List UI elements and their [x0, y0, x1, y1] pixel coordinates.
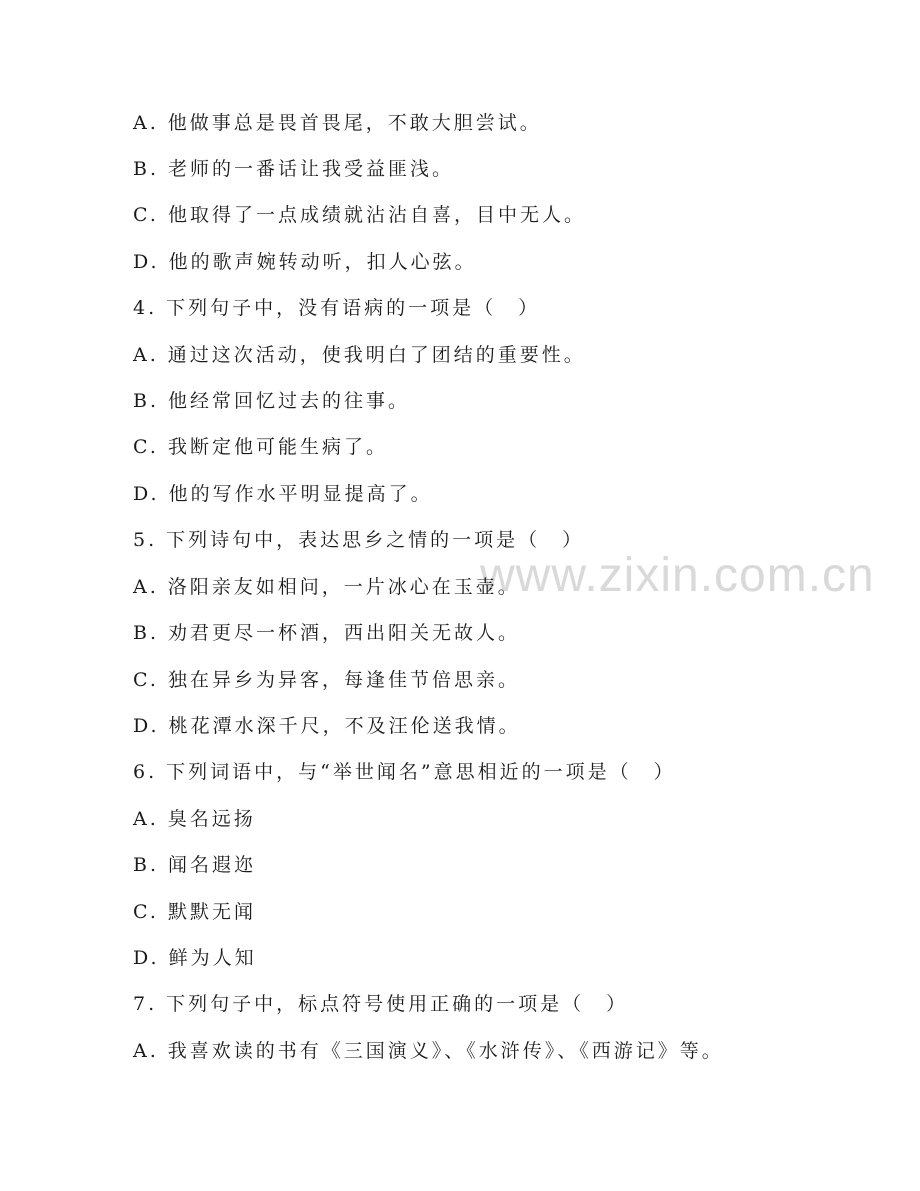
question-4: 4. 下列句子中，没有语病的一项是（ ）	[133, 297, 541, 319]
option-3c: C. 他取得了一点成绩就沾沾自喜，目中无人。	[133, 204, 586, 226]
option-6c: C. 默默无闻	[133, 901, 256, 923]
option-3a: A. 他做事总是畏首畏尾，不敢大胆尝试。	[133, 112, 542, 134]
option-3d: D. 他的歌声婉转动听，扣人心弦。	[133, 251, 477, 273]
option-4a: A. 通过这次活动，使我明白了团结的重要性。	[133, 344, 586, 366]
option-7a: A. 我喜欢读的书有《三国演义》、《水浒传》、《西游记》等。	[133, 1040, 724, 1062]
option-5c: C. 独在异乡为异客，每逢佳节倍思亲。	[133, 669, 520, 691]
option-5b: B. 劝君更尽一杯酒，西出阳关无故人。	[133, 622, 521, 644]
option-5d: D. 桃花潭水深千尺，不及汪伦送我情。	[133, 715, 521, 737]
option-6b: B. 闻名遐迩	[133, 854, 257, 876]
option-4d: D. 他的写作水平明显提高了。	[133, 483, 433, 505]
option-4b: B. 他经常回忆过去的往事。	[133, 390, 411, 412]
question-7: 7. 下列句子中，标点符号使用正确的一项是（ ）	[133, 993, 629, 1015]
option-4c: C. 我断定他可能生病了。	[133, 436, 388, 458]
option-6a: A. 臭名远扬	[133, 808, 256, 830]
option-3b: B. 老师的一番话让我受益匪浅。	[133, 158, 455, 180]
option-6d: D. 鲜为人知	[133, 947, 257, 969]
option-5a: A. 洛阳亲友如相问，一片冰心在玉壶。	[133, 576, 520, 598]
question-5: 5. 下列诗句中，表达思乡之情的一项是（ ）	[133, 529, 585, 551]
question-6: 6. 下列词语中，与“举世闻名”意思相近的一项是（ ）	[133, 761, 676, 783]
watermark: www.zixin.com.cn	[480, 549, 875, 602]
